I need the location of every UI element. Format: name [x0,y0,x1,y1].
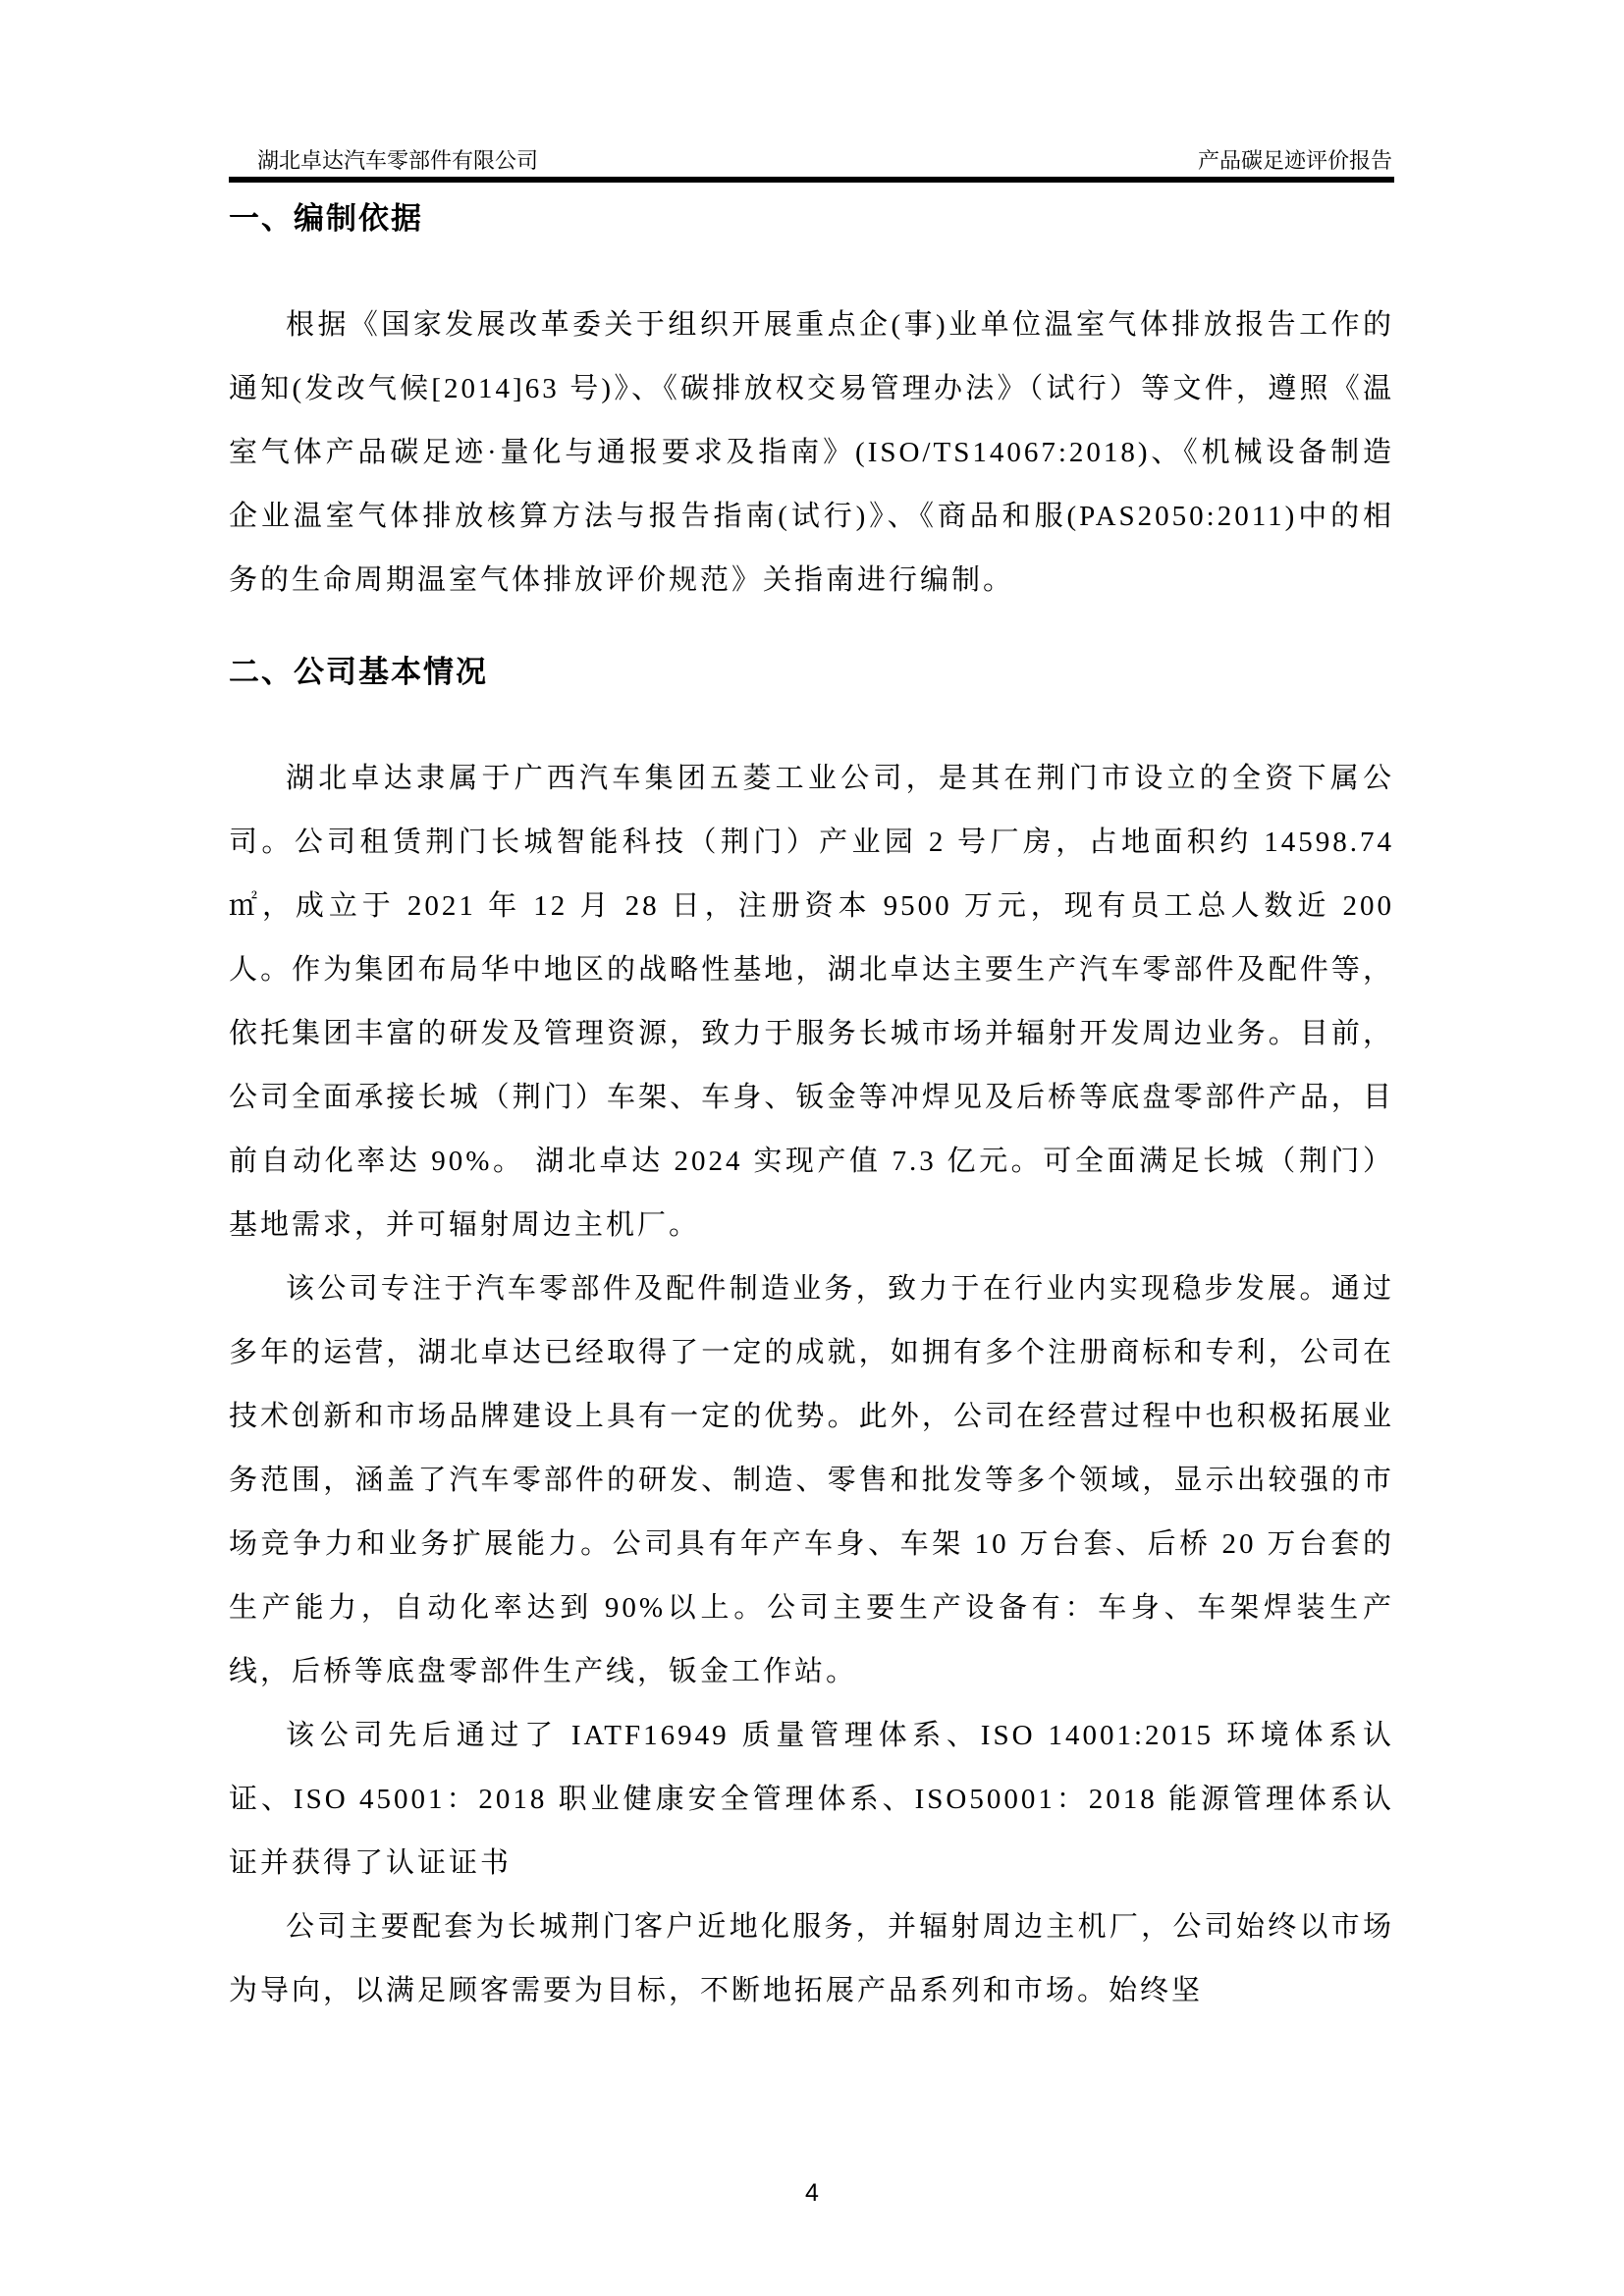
page-number: 4 [805,2179,819,2207]
paragraph-customer-service: 公司主要配套为长城荆门客户近地化服务，并辐射周边主机厂，公司始终以市场为导向，以满足顾客需要为目标，不断地拓展产品系列和市场。始终坚 [229,1911,1394,2006]
header-company-name: 湖北卓达汽车零部件有限公司 [257,148,539,173]
paragraph-certifications: 该公司先后通过了 IATF16949 质量管理体系、ISO 14001:2015 环境体系认证、ISO 45001：2018 职业健康安全管理体系、ISO50001：2018 能源管理体系认证并获得了认证证书 [229,1720,1394,1879]
header-report-title: 产品碳足迹评价报告 [1197,148,1392,173]
page-footer [0,2179,1624,2208]
paragraph-business-scope: 该公司专注于汽车零部件及配件制造业务，致力于在行业内实现稳步发展。通过多年的运营，湖北卓达已经取得了一定的成就，如拥有多个注册商标和专利，公司在技术创新和市场品牌建设上具有一定的优势。此外，公司在经营过程中也积极拓展业务范围，涵盖了汽车零部件的研发、制造、零售和批发等多个领域，显示出较强的市场竞争力和业务扩展能力。公司具有年产车身、车架 10 万台套、后桥 20 万台套的生产能力，自动化率达到 90%以上。公司主要生产设备有：车身、车架焊装生产线，后桥等底盘零部件生产线，钣金工作站。 [229,1273,1394,1687]
page-header [229,147,1394,183]
paragraph-company-overview: 湖北卓达隶属于广西汽车集团五菱工业公司，是其在荆门市设立的全资下属公司。公司租赁荆门长城智能科技（荆门）产业园 2 号厂房，占地面积约 14598.74 ㎡，成立于 2021 年 12 月 28 日，注册资本 9500 万元，现有员工总人数近 200 人。作为集团布局华中地区的战略性基地，湖北卓达主要生产汽车零部件及配件等，依托集团丰富的研发及管理资源，致力于服务长城市场并辐射开发周边业务。目前，公司全面承接长城（荆门）车架、车身、钣金等冲焊见及后桥等底盘零部件产品，目前自动化率达 90%。 湖北卓达 2024 实现产值 7.3 亿元。可全面满足长城（荆门）基地需求，并可辐射周边主机厂。 [229,763,1394,1241]
section-heading-compilation-basis: 一、编制依据 [229,201,423,236]
page-content [229,0,1394,2023]
section-heading-company-profile: 二、公司基本情况 [229,655,488,689]
paragraph-compilation-basis: 根据《国家发展改革委关于组织开展重点企(事)业单位温室气体排放报告工作的通知(发改气候[2014]63 号)》、《碳排放权交易管理办法》（试行）等文件，遵照《温室气体产品碳足迹·量化与通报要求及指南》(ISO/TS14067:2018)、《机械设备制造企业温室气体排放核算方法与报告指南(试行)》、《商品和服(PAS2050:2011)中的相务的生命周期温室气体排放评价规范》关指南进行编制。 [229,309,1394,596]
